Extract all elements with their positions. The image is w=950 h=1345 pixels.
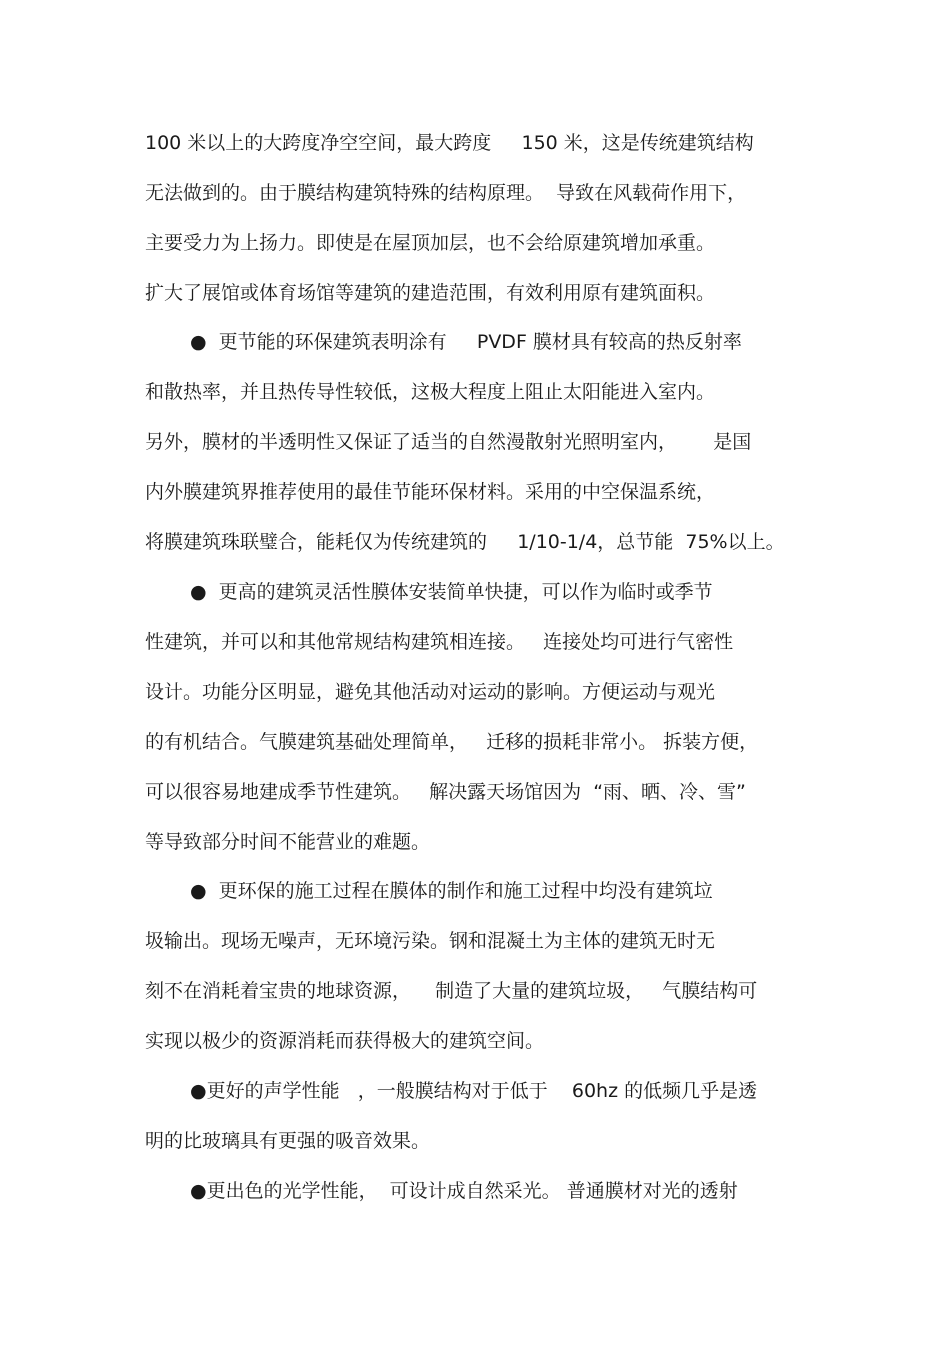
- text-line: 无法做到的。由于膜结构建筑特殊的结构原理。 导致在风载荷作用下，: [145, 182, 747, 204]
- text-line: 设计。功能分区明显，避免其他活动对运动的影响。方便运动与观光: [145, 681, 716, 703]
- text-line: 刻不在消耗着宝贵的地球资源， 制造了大量的建筑垃圾， 气膜结构可: [145, 980, 758, 1002]
- bullet-paragraph-construction: ● 更环保的施工过程在膜体的制作和施工过程中均没有建筑垃: [190, 880, 713, 902]
- text-line: 内外膜建筑界推荐使用的最佳节能环保材料。采用的中空保温系统，: [145, 481, 716, 503]
- text-line: 等导致部分时间不能营业的难题。: [145, 831, 431, 853]
- text-line: 主要受力为上扬力。即使是在屋顶加层，也不会给原建筑增加承重。: [145, 232, 716, 254]
- text-line: 实现以极少的资源消耗而获得极大的建筑空间。: [145, 1030, 545, 1052]
- text-line: 性建筑，并可以和其他常规结构建筑相连接。 连接处均可进行气密性: [145, 631, 734, 653]
- bullet-paragraph-optics: ●更出色的光学性能， 可设计成自然采光。 普通膜材对光的透射: [190, 1180, 738, 1202]
- text-line: 扩大了展馆或体育场馆等建筑的建造范围，有效利用原有建筑面积。: [145, 282, 716, 304]
- text-line: 另外，膜材的半透明性又保证了适当的自然漫散射光照明室内， 是国: [145, 431, 752, 453]
- text-line: 的有机结合。气膜建筑基础处理简单， 迁移的损耗非常小。 拆装方便，: [145, 731, 759, 753]
- text-line: 明的比玻璃具有更强的吸音效果。: [145, 1130, 431, 1152]
- bullet-paragraph-energy: ● 更节能的环保建筑表明涂有 PVDF 膜材具有较高的热反射率: [190, 331, 742, 353]
- bullet-paragraph-acoustics: ●更好的声学性能 ，一般膜结构对于低于 60hz 的低频几乎是透: [190, 1080, 758, 1102]
- text-line: 100 米以上的大跨度净空空间，最大跨度 150 米，这是传统建筑结构: [145, 132, 754, 154]
- text-line: 将膜建筑珠联璧合，能耗仅为传统建筑的 1/10-1/4，总节能 75%以上。: [145, 531, 785, 553]
- text-line: 可以很容易地建成季节性建筑。 解决露天场馆因为 “雨、晒、冷、雪”: [145, 781, 746, 803]
- bullet-paragraph-flexibility: ● 更高的建筑灵活性膜体安装简单快捷，可以作为临时或季节: [190, 581, 713, 603]
- text-line: 圾输出。现场无噪声，无环境污染。钢和混凝土为主体的建筑无时无: [145, 930, 716, 952]
- text-line: 和散热率，并且热传导性较低，这极大程度上阻止太阳能进入室内。: [145, 381, 716, 403]
